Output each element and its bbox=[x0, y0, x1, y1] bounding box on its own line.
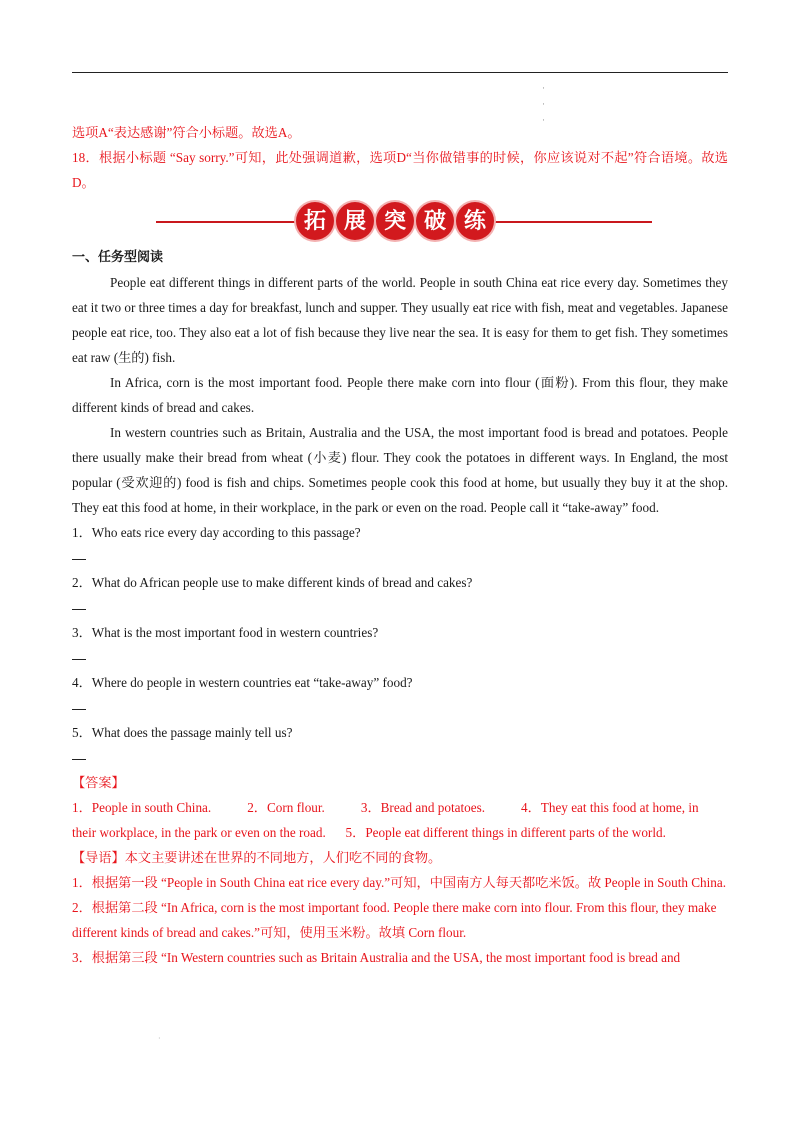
explanation-2: 2．根据第二段 “In Africa, corn is the most important food. People there make corn into flour. From this flour, they make different kinds of bread and cakes.”可知，使用玉米粉。故填 Corn flour. bbox=[72, 900, 717, 940]
answer-1: 1．People in south China. bbox=[72, 800, 212, 815]
answer-blank bbox=[72, 645, 728, 670]
explanation-3: 3．根据第三段 “In Western countries such as Britain Australia and the USA, the most important food is bread and bbox=[72, 950, 681, 965]
banner-char: 破 bbox=[416, 202, 454, 240]
question-1: 1．Who eats rice every day according to this passage? bbox=[72, 525, 361, 540]
banner-char: 拓 bbox=[296, 202, 334, 240]
prev-answer-line: 选项A“表达感谢”符合小标题。故选A。 bbox=[72, 125, 301, 140]
answer-3: 3．Bread and potatoes. bbox=[360, 800, 486, 815]
answer-blank bbox=[72, 545, 728, 570]
question-4: 4．Where do people in western countries eat “take-away” food? bbox=[72, 675, 413, 690]
question-5: 5．What does the passage mainly tell us? bbox=[72, 725, 293, 740]
banner-title bbox=[296, 202, 494, 240]
prev-answer-18: 18．根据小标题 “Say sorry.”可知，此处强调道歉，选项D“当你做错事的时候，你应该说对不起”符合语境。故选D。 bbox=[72, 150, 728, 190]
passage-paragraph: In Africa, corn is the most important food. People there make corn into flour (面粉). From this flour, they make different kinds of bread and cakes. bbox=[72, 375, 728, 415]
passage-paragraph: In western countries such as Britain, Australia and the USA, the most important food is bread and potatoes. People there usually make their bread from wheat (小麦) flour. They cook the potatoes in different ways. In England, the most popular (受欢迎的) food is fish and chips. Sometimes people cook this food at home, but usually they buy it at the shop. They eat this food at home, in their workplace, in the park or even on the road. People call it “take-away” food. bbox=[72, 425, 728, 515]
answer-4: 4．They eat this food at home, in bbox=[521, 800, 699, 815]
answer-blank bbox=[72, 595, 728, 620]
answers-line-1 bbox=[72, 795, 728, 820]
passage-paragraph: People eat different things in different parts of the world. People in south China eat rice every day. Sometimes they eat it two or three times a day for breakfast, lunch and supper. They usually eat rice with fish, meat and vegetables. Japanese people eat rice, too. They also eat a lot of fish because they live near the sea. It is easy for them to get fish. They sometimes eat raw (生的) fish. bbox=[72, 275, 728, 365]
question-2: 2．What do African people use to make different kinds of bread and cakes? bbox=[72, 575, 473, 590]
answers-line-2: their workplace, in the park or even on the road. 5．People eat different things in different parts of the world. bbox=[72, 825, 666, 840]
banner-char: 展 bbox=[336, 202, 374, 240]
answer-blank bbox=[72, 745, 728, 770]
answer-blank bbox=[72, 695, 728, 720]
decorative-dot: · bbox=[158, 1034, 161, 1043]
answer-heading: 【答案】 bbox=[72, 775, 125, 790]
explanation-1: 1．根据第一段 “People in South China eat rice every day.”可知，中国南方人每天都吃米饭。故 People in South China. bbox=[72, 875, 727, 890]
decorative-dots: · · · bbox=[542, 83, 545, 125]
question-3: 3．What is the most important food in western countries? bbox=[72, 625, 379, 640]
guide-text: 【导语】本文主要讲述在世界的不同地方，人们吃不同的食物。 bbox=[72, 850, 442, 865]
banner-line-right bbox=[492, 221, 652, 223]
section-banner bbox=[72, 199, 728, 245]
banner-char: 突 bbox=[376, 202, 414, 240]
section-title: 一、任务型阅读 bbox=[72, 250, 164, 265]
content bbox=[72, 120, 728, 970]
header-rule bbox=[72, 72, 728, 73]
banner-char: 练 bbox=[456, 202, 494, 240]
answer-2: 2．Corn flour. bbox=[247, 800, 325, 815]
